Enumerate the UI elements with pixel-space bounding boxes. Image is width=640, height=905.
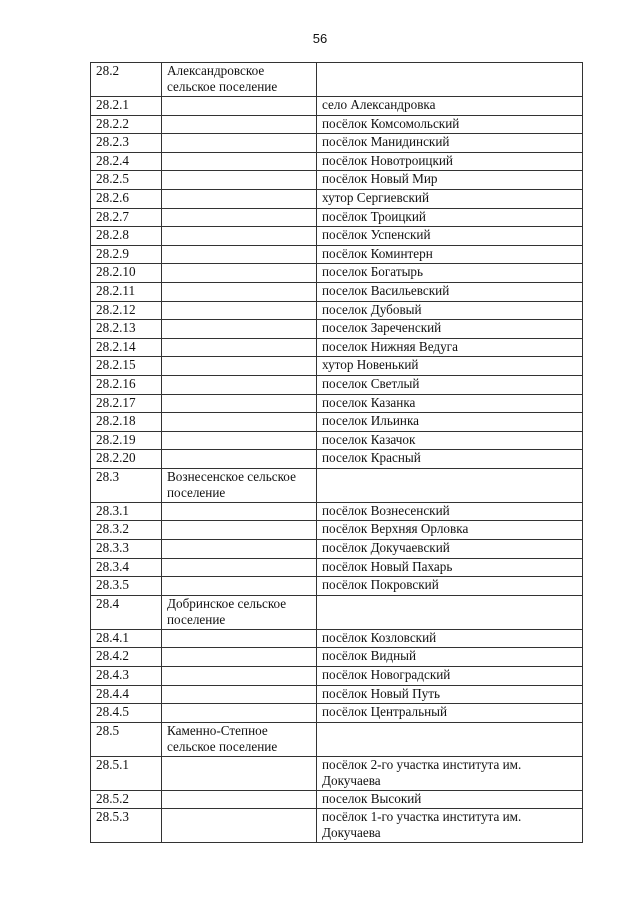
row-number-cell: 28.2.20 [91, 450, 162, 469]
settlement-cell: хутор Сергиевский [317, 189, 583, 208]
municipality-cell [162, 685, 317, 704]
municipality-cell [162, 577, 317, 596]
row-number-cell: 28.2.18 [91, 413, 162, 432]
municipality-cell [162, 648, 317, 667]
table-row-settlement [91, 97, 583, 116]
table-row-settlement [91, 704, 583, 723]
municipality-cell [162, 320, 317, 339]
table-row-municipality [91, 468, 583, 502]
municipality-cell [162, 502, 317, 521]
settlement-cell: поселок Казачок [317, 431, 583, 450]
row-number-cell: 28.3 [91, 468, 162, 502]
table-row-settlement [91, 809, 583, 843]
settlement-cell: поселок Дубовый [317, 301, 583, 320]
municipality-cell [162, 97, 317, 116]
settlement-cell: посёлок Успенский [317, 227, 583, 246]
settlement-cell: поселок Красный [317, 450, 583, 469]
municipality-cell [162, 790, 317, 809]
municipality-cell [162, 338, 317, 357]
row-number-cell: 28.2.13 [91, 320, 162, 339]
settlement-cell: поселок Зареченский [317, 320, 583, 339]
settlement-cell: поселок Богатырь [317, 264, 583, 283]
settlement-cell: посёлок 2-го участка института им. Докучаева [317, 756, 583, 790]
page-number: 56 [312, 31, 328, 46]
municipality-cell: Александровское сельское поселение [162, 63, 317, 97]
settlement-cell: посёлок 1-го участка института им. Докучаева [317, 809, 583, 843]
row-number-cell: 28.3.3 [91, 540, 162, 559]
municipality-cell [162, 521, 317, 540]
settlement-cell: посёлок Новоградский [317, 667, 583, 686]
table-row-municipality [91, 722, 583, 756]
table-row-settlement [91, 521, 583, 540]
row-number-cell: 28.2.4 [91, 152, 162, 171]
row-number-cell: 28.2.2 [91, 115, 162, 134]
row-number-cell: 28.2.9 [91, 245, 162, 264]
row-number-cell: 28.2.16 [91, 375, 162, 394]
municipality-cell [162, 629, 317, 648]
row-number-cell: 28.3.5 [91, 577, 162, 596]
row-number-cell: 28.2.3 [91, 134, 162, 153]
municipality-cell [162, 667, 317, 686]
settlement-cell: посёлок Видный [317, 648, 583, 667]
municipality-cell [162, 227, 317, 246]
row-number-cell: 28.2.1 [91, 97, 162, 116]
table-row-settlement [91, 394, 583, 413]
row-number-cell: 28.4.4 [91, 685, 162, 704]
settlement-cell: посёлок Верхняя Орловка [317, 521, 583, 540]
settlement-cell: поселок Светлый [317, 375, 583, 394]
settlement-cell: посёлок Докучаевский [317, 540, 583, 559]
settlements-table-body [91, 63, 583, 843]
table-row-settlement [91, 152, 583, 171]
table-row-settlement [91, 790, 583, 809]
municipality-cell [162, 115, 317, 134]
municipality-cell [162, 756, 317, 790]
settlement-cell: посёлок Новый Пахарь [317, 558, 583, 577]
table-row-settlement [91, 264, 583, 283]
settlement-cell: посёлок Козловский [317, 629, 583, 648]
settlement-cell: поселок Казанка [317, 394, 583, 413]
settlement-cell: поселок Высокий [317, 790, 583, 809]
municipality-cell [162, 301, 317, 320]
row-number-cell: 28.2.19 [91, 431, 162, 450]
row-number-cell: 28.2.10 [91, 264, 162, 283]
row-number-cell: 28.2.17 [91, 394, 162, 413]
municipality-cell [162, 450, 317, 469]
municipality-cell [162, 171, 317, 190]
table-row-settlement [91, 357, 583, 376]
table-row-settlement [91, 171, 583, 190]
table-row-settlement [91, 558, 583, 577]
municipality-cell: Вознесенское сельское поселение [162, 468, 317, 502]
table-row-municipality [91, 63, 583, 97]
municipality-cell [162, 264, 317, 283]
settlement-cell [317, 595, 583, 629]
table-row-settlement [91, 756, 583, 790]
row-number-cell: 28.2.8 [91, 227, 162, 246]
settlement-cell [317, 722, 583, 756]
settlement-cell: посёлок Центральный [317, 704, 583, 723]
table-row-settlement [91, 431, 583, 450]
municipality-cell [162, 431, 317, 450]
municipality-cell [162, 540, 317, 559]
table-row-settlement [91, 320, 583, 339]
table-row-settlement [91, 685, 583, 704]
settlement-cell: поселок Нижняя Ведуга [317, 338, 583, 357]
table-row-settlement [91, 134, 583, 153]
municipality-cell [162, 134, 317, 153]
municipality-cell: Каменно-Степное сельское поселение [162, 722, 317, 756]
table-row-settlement [91, 189, 583, 208]
table-row-settlement [91, 208, 583, 227]
row-number-cell: 28.4 [91, 595, 162, 629]
table-row-settlement [91, 577, 583, 596]
municipality-cell [162, 208, 317, 227]
row-number-cell: 28.2.15 [91, 357, 162, 376]
table-row-municipality [91, 595, 583, 629]
table-row-settlement [91, 502, 583, 521]
row-number-cell: 28.2.5 [91, 171, 162, 190]
municipality-cell [162, 413, 317, 432]
municipality-cell [162, 282, 317, 301]
table-row-settlement [91, 115, 583, 134]
municipality-cell [162, 245, 317, 264]
settlement-cell: посёлок Коминтерн [317, 245, 583, 264]
municipality-cell [162, 394, 317, 413]
settlement-cell: посёлок Покровский [317, 577, 583, 596]
row-number-cell: 28.5.2 [91, 790, 162, 809]
municipality-cell: Добринское сельское поселение [162, 595, 317, 629]
table-row-settlement [91, 648, 583, 667]
table-row-settlement [91, 450, 583, 469]
row-number-cell: 28.3.4 [91, 558, 162, 577]
table-row-settlement [91, 413, 583, 432]
table-row-settlement [91, 338, 583, 357]
table-row-settlement [91, 301, 583, 320]
settlement-cell: посёлок Новотроицкий [317, 152, 583, 171]
settlements-table [90, 62, 583, 843]
settlement-cell: посёлок Манидинский [317, 134, 583, 153]
municipality-cell [162, 357, 317, 376]
settlement-cell: посёлок Новый Путь [317, 685, 583, 704]
table-row-settlement [91, 227, 583, 246]
municipality-cell [162, 558, 317, 577]
table-row-settlement [91, 540, 583, 559]
settlement-cell [317, 468, 583, 502]
municipality-cell [162, 704, 317, 723]
row-number-cell: 28.2.11 [91, 282, 162, 301]
municipality-cell [162, 189, 317, 208]
settlement-cell: посёлок Вознесенский [317, 502, 583, 521]
table-row-settlement [91, 245, 583, 264]
row-number-cell: 28.2.12 [91, 301, 162, 320]
table-row-settlement [91, 375, 583, 394]
row-number-cell: 28.3.2 [91, 521, 162, 540]
row-number-cell: 28.4.3 [91, 667, 162, 686]
settlement-cell: посёлок Комсомольский [317, 115, 583, 134]
row-number-cell: 28.5 [91, 722, 162, 756]
settlement-cell: хутор Новенький [317, 357, 583, 376]
settlement-cell [317, 63, 583, 97]
row-number-cell: 28.4.1 [91, 629, 162, 648]
table-row-settlement [91, 282, 583, 301]
settlement-cell: посёлок Троицкий [317, 208, 583, 227]
settlement-cell: село Александровка [317, 97, 583, 116]
municipality-cell [162, 809, 317, 843]
settlement-cell: поселок Ильинка [317, 413, 583, 432]
municipality-cell [162, 375, 317, 394]
row-number-cell: 28.5.3 [91, 809, 162, 843]
settlement-cell: посёлок Новый Мир [317, 171, 583, 190]
row-number-cell: 28.2 [91, 63, 162, 97]
settlement-cell: поселок Васильевский [317, 282, 583, 301]
municipality-cell [162, 152, 317, 171]
row-number-cell: 28.3.1 [91, 502, 162, 521]
row-number-cell: 28.4.5 [91, 704, 162, 723]
row-number-cell: 28.4.2 [91, 648, 162, 667]
row-number-cell: 28.2.6 [91, 189, 162, 208]
row-number-cell: 28.5.1 [91, 756, 162, 790]
table-row-settlement [91, 629, 583, 648]
row-number-cell: 28.2.7 [91, 208, 162, 227]
table-row-settlement [91, 667, 583, 686]
row-number-cell: 28.2.14 [91, 338, 162, 357]
